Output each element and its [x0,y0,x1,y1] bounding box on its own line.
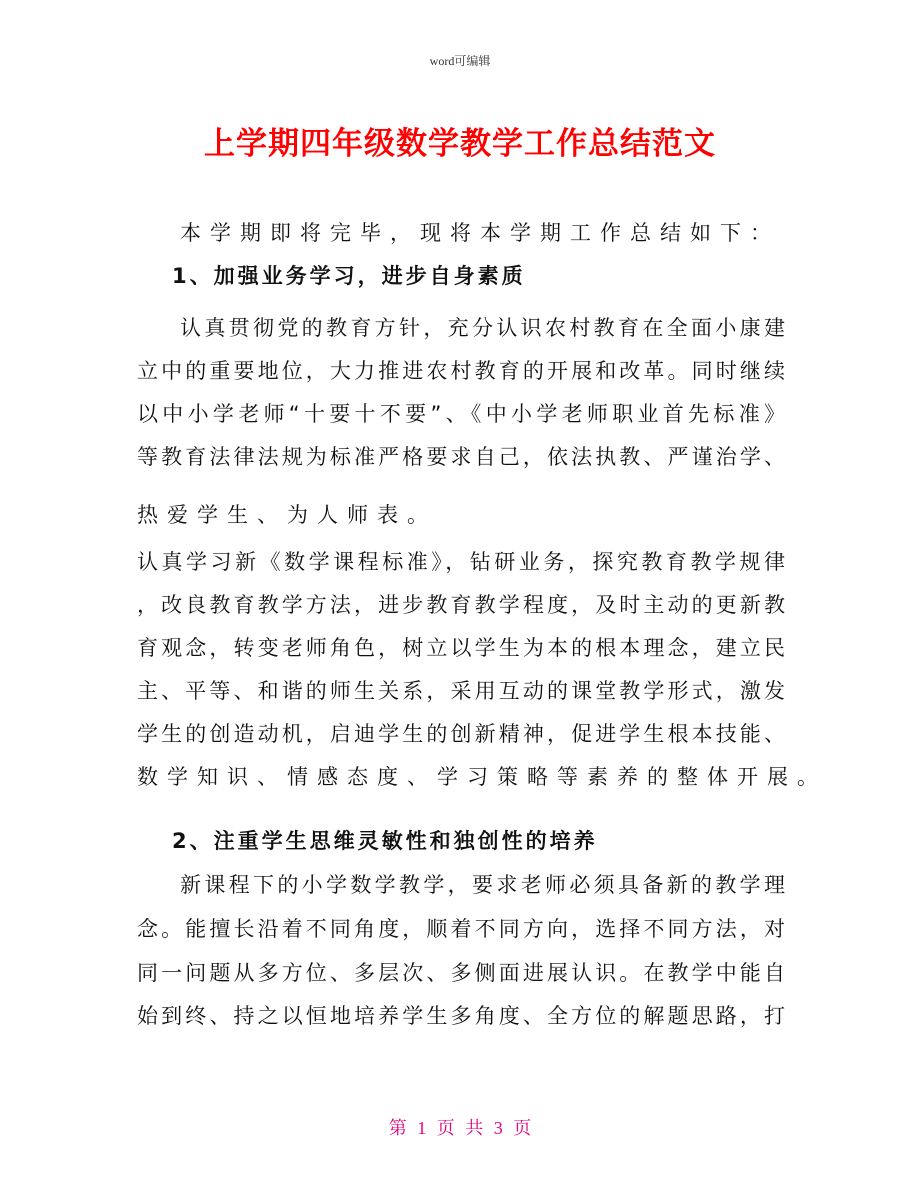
paragraph-line: 学生的创造动机，启迪学生的创新精神，促进学生根本技能、 [137,722,785,746]
intro-paragraph: 本学期即将完毕，现将本学期工作总结如下： [180,221,780,245]
section-2-heading: 2、注重学生思维灵敏性和独创性的培养 [172,829,598,853]
page-number-footer: 第 1 页 共 3 页 [388,1118,532,1138]
paragraph-line: 主、平等、和谐的师生关系，采用互动的课堂教学形式，激发 [137,679,785,703]
paragraph-line: 数学知识、情感态度、学习策略等素养的整体开展。 [137,765,827,789]
paragraph-line: 以中小学老师“十要十不要”、《中小学老师职业首先标准》 [137,402,785,426]
section-1-heading: 1、加强业务学习，进步自身素质 [172,264,526,288]
paragraph-line: 热爱学生、为人师表。 [137,503,437,527]
paragraph-line: 认真贯彻党的教育方针，充分认识农村教育在全面小康建 [180,316,785,340]
paragraph-line: 等教育法律法规为标准严格要求自己，依法执教、严谨治学、 [137,445,785,469]
paragraph-line: 育观念，转变老师角色，树立以学生为本的根本理念，建立民 [137,636,785,660]
paragraph-line: 同一问题从多方位、多层次、多侧面进展认识。在教学中能自 [137,961,785,985]
paragraph-line: 立中的重要地位，大力推进农村教育的开展和改革。同时继续 [137,359,785,383]
paragraph-line: 新课程下的小学数学教学，要求老师必须具备新的教学理 [180,873,785,897]
document-title: 上学期四年级数学教学工作总结范文 [204,126,716,162]
page-header: word可编辑 [429,54,491,68]
paragraph-line: 认真学习新《数学课程标准》，钻研业务，探究教育教学规律 [137,550,785,574]
paragraph-line: ，改良教育教学方法，进步教育教学程度，及时主动的更新教 [137,593,785,617]
paragraph-line: 念。能擅长沿着不同角度，顺着不同方向，选择不同方法，对 [137,917,785,941]
paragraph-line: 始到终、持之以恒地培养学生多角度、全方位的解题思路，打 [137,1004,785,1028]
